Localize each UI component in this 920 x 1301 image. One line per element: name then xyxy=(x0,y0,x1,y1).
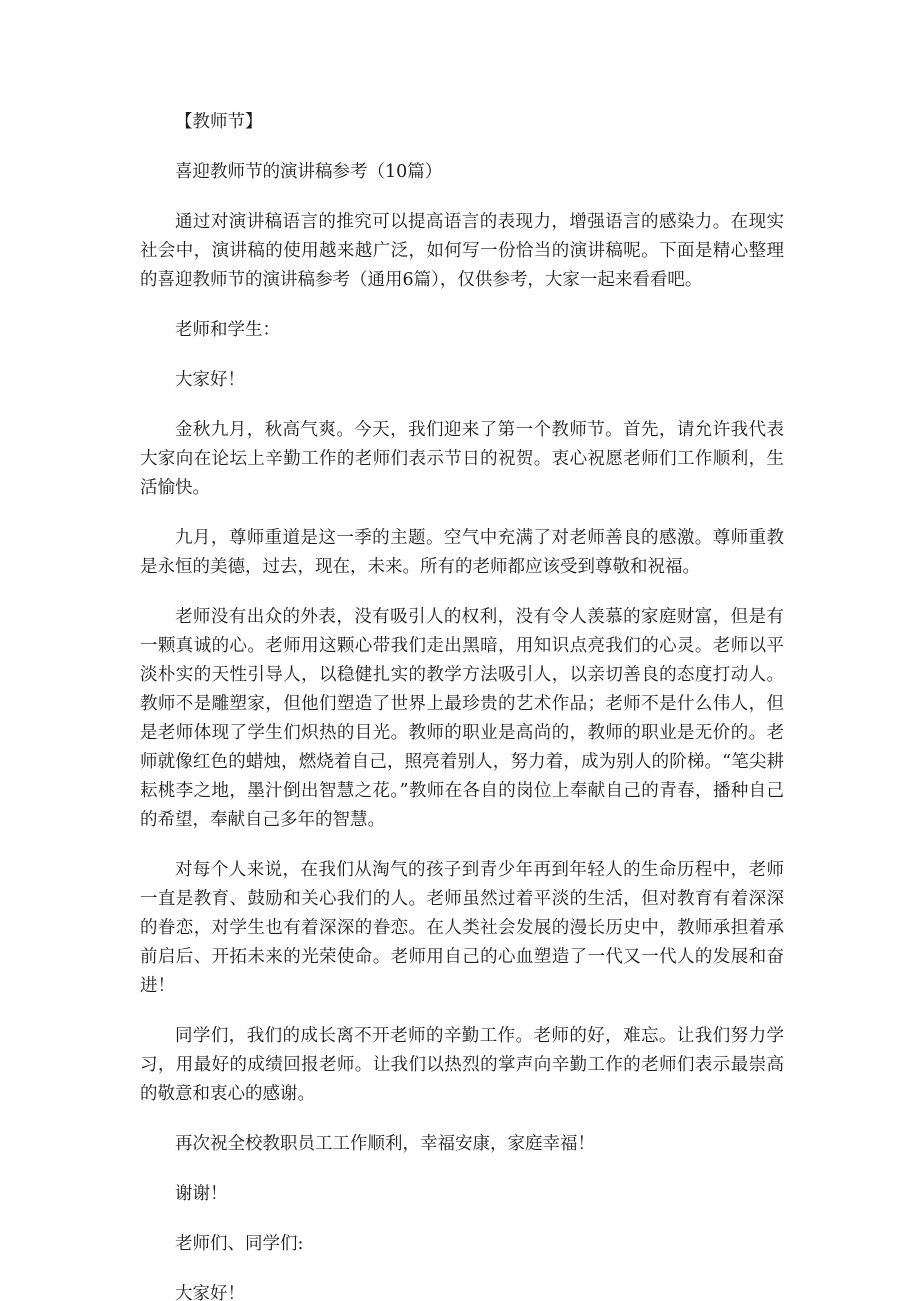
intro-paragraph: 通过对演讲稿语言的推究可以提高语言的表现力，增强语言的感染力。在现实社会中，演讲稿的使用越来越广泛，如何写一份恰当的演讲稿呢。下面是精心整理的喜迎教师节的演讲稿参考（通用6篇），仅供参考，大家一起来看看吧。 xyxy=(140,212,784,290)
second-salutation: 老师们、同学们: xyxy=(175,1234,304,1254)
second-greeting: 大家好！ xyxy=(175,1284,245,1301)
greeting: 大家好！ xyxy=(175,370,245,390)
document-title: 喜迎教师节的演讲稿参考（10篇） xyxy=(175,162,443,182)
closing-wish: 再次祝全校教职员工工作顺利，幸福安康，家庭幸福！ xyxy=(175,1134,595,1154)
body-paragraph: 同学们，我们的成长离不开老师的辛勤工作。老师的好，难忘。让我们努力学习，用最好的成绩回报老师。让我们以热烈的掌声向辛勤工作的老师们表示最崇高的敬意和衷心的感谢。 xyxy=(140,1026,784,1104)
body-paragraph: 九月，尊师重道是这一季的主题。空气中充满了对老师善良的感激。尊师重教是永恒的美德，过去，现在，未来。所有的老师都应该受到尊敬和祝福。 xyxy=(140,528,784,577)
category-label: 【教师节】 xyxy=(175,112,263,132)
body-paragraph: 老师没有出众的外表，没有吸引人的权利，没有令人羡慕的家庭财富，但是有一颗真诚的心。老师用这颗心带我们走出黑暗，用知识点亮我们的心灵。老师以平淡朴实的天性引导人，以稳健扎实的教学方法吸引人，以亲切善良的态度打动人。教师不是雕塑家，但他们塑造了世界上最珍贵的艺术作品；老师不是什么伟人，但是老师体现了学生们炽热的目光。教师的职业是高尚的，教师的职业是无价的。老师就像红色的蜡烛，燃烧着自己，照亮着别人，努力着，成为别人的阶梯。“笔尖耕耘桃李之地，墨汁倒出智慧之花。”教师在各自的岗位上奉献自己的青春，播种自己的希望，奉献自己多年的智慧。 xyxy=(140,607,784,830)
thanks: 谢谢！ xyxy=(175,1184,228,1204)
salutation: 老师和学生： xyxy=(175,320,280,340)
document-body xyxy=(140,108,784,1301)
body-paragraph: 金秋九月，秋高气爽。今天，我们迎来了第一个教师节。首先，请允许我代表大家向在论坛上辛勤工作的老师们表示节日的祝贺。衷心祝愿老师们工作顺利，生活愉快。 xyxy=(140,420,784,498)
body-paragraph: 对每个人来说，在我们从淘气的孩子到青少年再到年轻人的生命历程中，老师一直是教育、鼓励和关心我们的人。老师虽然过着平淡的生活，但对教育有着深深的眷恋，对学生也有着深深的眷恋。在人类社会发展的漫长历史中，教师承担着承前启后、开拓未来的光荣使命。老师用自己的心血塑造了一代又一代人的发展和奋进！ xyxy=(140,860,784,996)
